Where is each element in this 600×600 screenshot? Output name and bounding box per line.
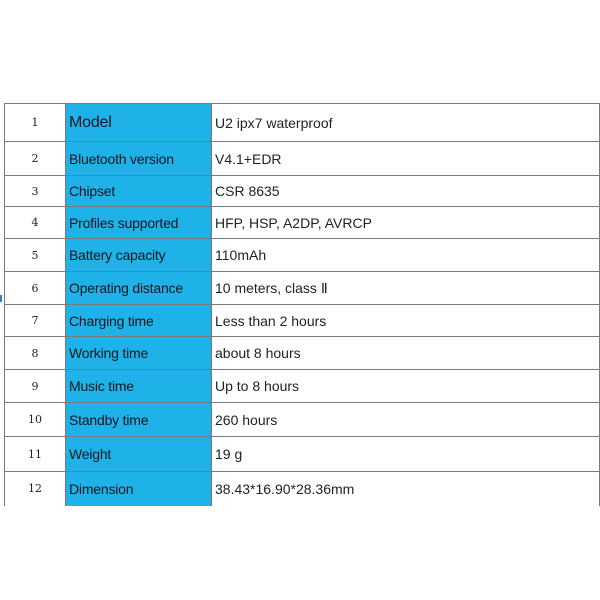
row-number: 12 — [5, 472, 66, 506]
spec-label: Weight — [66, 437, 212, 472]
table-row — [5, 142, 600, 176]
row-number: 10 — [5, 403, 66, 437]
spec-value: Less than 2 hours — [212, 305, 600, 337]
spec-label: Music time — [66, 370, 212, 403]
spec-label: Chipset — [66, 176, 212, 207]
row-number: 5 — [5, 239, 66, 272]
spec-value: U2 ipx7 waterproof — [212, 104, 600, 142]
spec-label: Dimension — [66, 472, 212, 506]
spec-value: 38.43*16.90*28.36mm — [212, 472, 600, 506]
table-row — [5, 239, 600, 272]
table-row — [5, 403, 600, 437]
table-row — [5, 472, 600, 506]
table-row — [5, 272, 600, 305]
row-number: 7 — [5, 305, 66, 337]
row-number: 2 — [5, 142, 66, 176]
spec-value: HFP, HSP, A2DP, AVRCP — [212, 207, 600, 239]
table-row — [5, 104, 600, 142]
spec-value: CSR 8635 — [212, 176, 600, 207]
table-row — [5, 370, 600, 403]
spec-label: Standby time — [66, 403, 212, 437]
spec-label: Bluetooth version — [66, 142, 212, 176]
table-row — [5, 176, 600, 207]
spec-label: Operating distance — [66, 272, 212, 305]
row-number: 11 — [5, 437, 66, 472]
row-number: 6 — [5, 272, 66, 305]
spec-label: Model — [66, 104, 212, 142]
side-marker — [0, 295, 2, 302]
table-row — [5, 337, 600, 370]
spec-value: 260 hours — [212, 403, 600, 437]
table-row — [5, 305, 600, 337]
row-number: 4 — [5, 207, 66, 239]
row-number: 8 — [5, 337, 66, 370]
spec-label: Working time — [66, 337, 212, 370]
row-number: 3 — [5, 176, 66, 207]
table-row — [5, 207, 600, 239]
spec-value: Up to 8 hours — [212, 370, 600, 403]
spec-label: Charging time — [66, 305, 212, 337]
spec-label: Profiles supported — [66, 207, 212, 239]
spec-label: Battery capacity — [66, 239, 212, 272]
spec-value: 10 meters, class Ⅱ — [212, 272, 600, 305]
spec-value: V4.1+EDR — [212, 142, 600, 176]
spec-value: 110mAh — [212, 239, 600, 272]
table-row — [5, 437, 600, 472]
spec-value: 19 g — [212, 437, 600, 472]
spec-value: about 8 hours — [212, 337, 600, 370]
row-number: 1 — [5, 104, 66, 142]
spec-table — [4, 103, 600, 506]
row-number: 9 — [5, 370, 66, 403]
